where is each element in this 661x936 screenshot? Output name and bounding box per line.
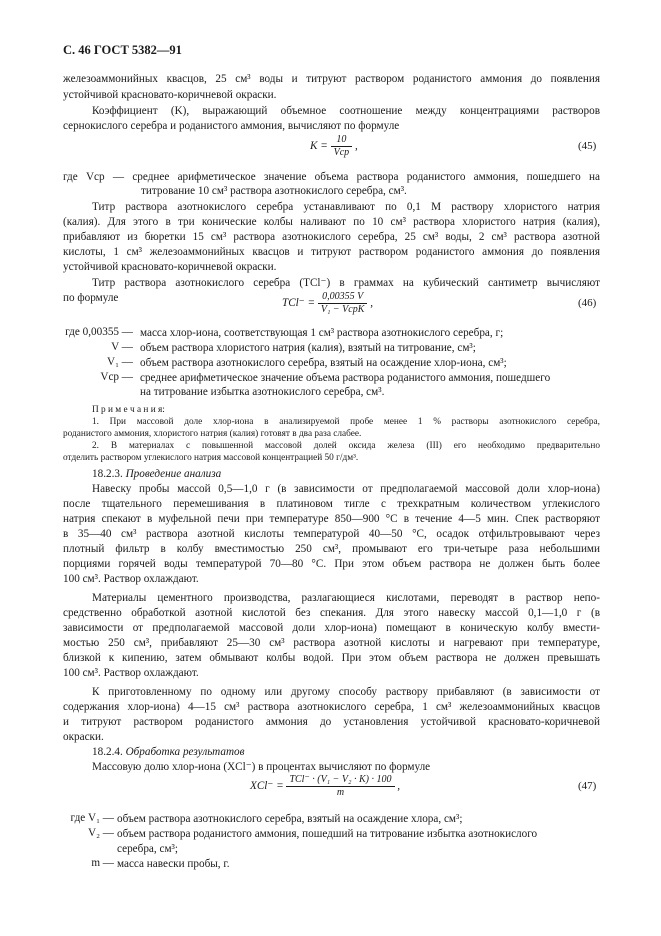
- text-line: Материалы цементного производства, разлагающиеся кислотами, переводят в раствор непо-: [92, 592, 600, 604]
- definition-text: масса хлор-иона, соответствующая 1 см³ раствора азотнокислого серебра, г;: [140, 327, 504, 339]
- text-line: кислоты, 1 см³ железоаммонийных квасцов и титруют раствором роданистого аммония до появления: [63, 246, 600, 258]
- text-line: плотный фильтр в колбу вместимостью 250 см³, промывают его три-четыре раза небольшими: [63, 543, 600, 555]
- notes-title: П р и м е ч а н и я:: [92, 405, 165, 415]
- text-line: окраски.: [63, 731, 104, 743]
- formula-45: [310, 134, 358, 159]
- formula-tail: ,: [367, 297, 373, 310]
- text-line: в 35—40 см³ раствора азотной кислоты температурой 40—50 °С, осадок отфильтровывают через: [63, 528, 600, 540]
- denominator: m: [336, 787, 345, 798]
- note-line: роданистого аммония, хлористого натрия (калия) готовят в два раза слабее.: [63, 429, 362, 439]
- text-line: 100 см³. Раствор охлаждают.: [63, 667, 199, 679]
- fraction: [331, 134, 353, 159]
- denominator: V₁ − VсрK: [320, 304, 365, 315]
- text-line: после тщательного перемешивания в платиновом тигле с трехкратным количеством углекислого: [63, 498, 600, 510]
- note-line: отделить раствором углекислого натрия массовой концентрацией 50 г/дм³.: [63, 453, 359, 463]
- formula-tail: ,: [352, 140, 358, 153]
- equation-number: (46): [578, 297, 597, 309]
- definition-text: объем раствора роданистого аммония, пошедший на титрование избытка азотнокислого: [117, 828, 538, 840]
- text-line: Коэффициент (K), выражающий объемное соотношение между концентрациями растворов: [92, 105, 600, 117]
- definition-term: V₂ —: [88, 827, 114, 839]
- formula-lhs: XCl⁻ =: [250, 780, 287, 793]
- text-line: Навеску пробы массой 0,5—1,0 г (в зависимости от предполагаемой массовой доли хлор-иона): [92, 483, 600, 495]
- text-line: Титр раствора азотнокислого серебра устанавливают по 0,1 М раствору хлористого натрия: [92, 201, 600, 213]
- text-line: устойчивой красновато-коричневой окраски.: [63, 89, 277, 101]
- formula-lhs: K =: [310, 140, 331, 153]
- denominator: Vср: [333, 147, 350, 158]
- text-line: где Vср — среднее арифметическое значение объема раствора роданистого аммония, пошедшего на: [63, 171, 600, 183]
- formula-46: [282, 291, 373, 316]
- text-line: (калия). Для этого в три конические колбы наливают по 10 см³ раствора хлористого натрия (калия),: [63, 216, 600, 228]
- text-line: средственно обработкой азотной кислотой без спекания. Для этого навеску массой 0,1—1,0 г (в: [63, 607, 600, 619]
- section-title: Обработка результатов: [125, 746, 245, 758]
- formula-lhs: TCl⁻ =: [282, 297, 318, 310]
- definition-term: V₁ —: [107, 356, 133, 368]
- definition-term: где V₁ —: [70, 812, 114, 824]
- definition-term: где 0,00355 —: [65, 326, 133, 338]
- text-line: Титр раствора азотнокислого серебра (TCl⁻) в граммах на кубический сантиметр вычисляют: [92, 277, 600, 289]
- section-heading: [92, 745, 244, 760]
- definition-text: на титрование избытка азотнокислого серебра, см³.: [140, 386, 385, 398]
- page-header: С. 46 ГОСТ 5382—91: [63, 43, 182, 57]
- fraction: [286, 774, 394, 799]
- text-line: по формуле: [63, 292, 119, 304]
- section-heading: [92, 467, 221, 482]
- text-line: титрование 10 см³ раствора азотнокислого серебра, см³.: [141, 185, 407, 197]
- section-number: 18.2.4.: [92, 746, 123, 758]
- definition-term: V —: [111, 341, 133, 353]
- fraction: [318, 291, 368, 316]
- text-line: устойчивой красновато-коричневой окраски.: [63, 261, 277, 273]
- definition-text: объем раствора азотнокислого серебра, взятый на осаждение хлор-иона, см³;: [140, 357, 507, 369]
- note-line: 1. При массовой доле хлор-иона в анализируемой пробе менее 1 % растворы азотнокислого серебра,: [92, 417, 600, 427]
- definition-text: объем раствора азотнокислого серебра, взятый на осаждение хлора, см³;: [117, 813, 463, 825]
- definition-text: серебра, см³;: [117, 843, 178, 855]
- text-line: близкой к кипению, затем обмывают колбы водой. При этом объем раствора не должен превышать: [63, 652, 600, 664]
- text-line: 100 см³. Раствор охлаждают.: [63, 573, 199, 585]
- section-title: Проведение анализа: [125, 468, 222, 480]
- note-line: 2. В материалах с повышенной массовой долей оксида железа (III) его необходимо предварительно: [92, 441, 600, 451]
- text-line: сернокислого серебра и роданистого аммония, вычисляют по формуле: [63, 120, 400, 132]
- numerator: TCl⁻ · (V₁ − V₂ · K) · 100: [286, 774, 394, 787]
- text-line: прибавляют из бюретки 15 см³ раствора азотнокислого серебра, 25 см³ воды, 2 см³ раствора азотной: [63, 231, 600, 243]
- text-line: зависимости от предполагаемой массовой доли хлор-иона) помещают в коническую колбу вмести-: [63, 622, 600, 634]
- definition-term: m —: [91, 857, 114, 869]
- equation-number: (45): [578, 140, 597, 152]
- formula-tail: ,: [394, 780, 401, 793]
- equation-number: (47): [578, 780, 597, 792]
- numerator: 10: [331, 134, 353, 147]
- text-line: железоаммонийных квасцов, 25 см³ воды и титруют раствором роданистого аммония до появления: [63, 73, 600, 85]
- definition-term: Vср —: [100, 371, 133, 383]
- definition-text: масса навески пробы, г.: [117, 858, 230, 870]
- text-line: К приготовленному по одному или другому способу раствору прибавляют (в зависимости от: [92, 686, 600, 698]
- text-line: Массовую долю хлор-иона (XCl⁻) в процентах вычисляют по формуле: [92, 761, 431, 773]
- definition-text: объем раствора хлористого натрия (калия), взятый на титрование, см³;: [140, 342, 476, 354]
- text-line: и титруют раствором роданистого аммония до установления устойчивой красновато-коричневой: [63, 716, 600, 728]
- numerator: 0,00355 V: [318, 291, 368, 304]
- text-line: порциями горячей воды температурой 70—80 °С. При этом объем раствора не должен быть более: [63, 558, 600, 570]
- section-number: 18.2.3.: [92, 468, 123, 480]
- definition-text: среднее арифметическое значение объема раствора роданистого аммония, пошедшего: [140, 372, 551, 384]
- formula-47: [250, 774, 400, 799]
- text-line: натрия спекают в муфельной печи при температуре 850—900 °С в течение 4—5 мин. Спек растворяют: [63, 513, 600, 525]
- text-line: содержания хлор-иона) 4—15 см³ раствора азотнокислого серебра, 1 см³ железоаммонийных квасцов: [63, 701, 600, 713]
- text-line: мостью 250 см³, прибавляют 25—30 см³ раствора азотной кислоты и нагревают при температуре,: [63, 637, 600, 649]
